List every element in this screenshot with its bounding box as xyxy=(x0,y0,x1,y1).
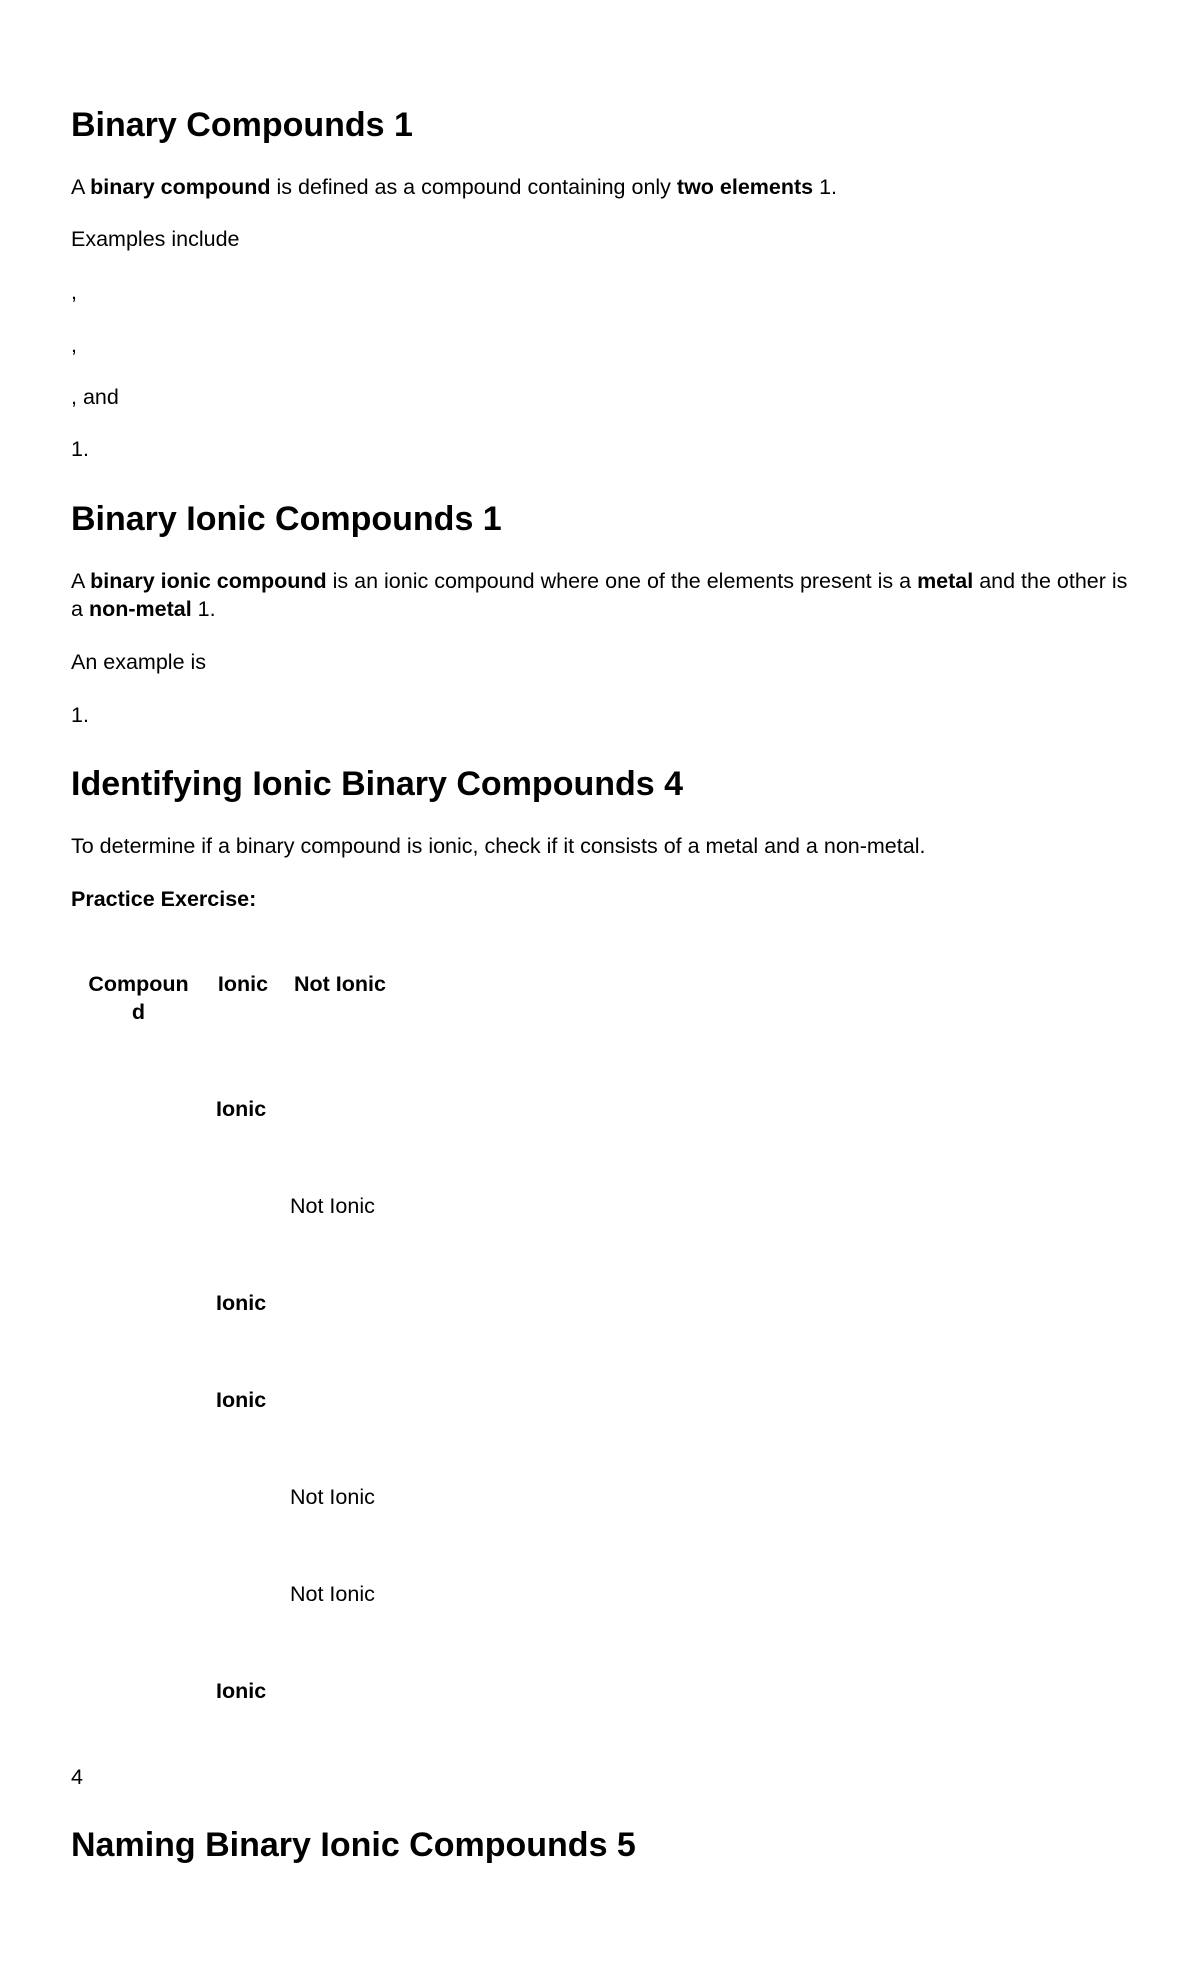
cell-ionic: Ionic xyxy=(216,1679,267,1703)
practice-exercise-label: Practice Exercise: xyxy=(71,887,257,911)
heading-identifying-ionic: Identifying Ionic Binary Compounds 4 xyxy=(71,765,684,803)
examples-intro: Examples include xyxy=(71,227,240,251)
definition-suffix: 1. xyxy=(813,175,838,199)
term-non-metal: non-metal xyxy=(88,597,192,621)
cell-ionic: Ionic xyxy=(216,1388,267,1412)
cell-ionic: Ionic xyxy=(216,1097,267,1121)
definition-middle: is an ionic compound where one of the elements present is a xyxy=(326,569,918,593)
definition-prefix: A xyxy=(71,175,91,199)
example-end: 1. xyxy=(71,703,89,727)
example-intro: An example is xyxy=(71,650,207,674)
header-compound xyxy=(80,970,197,1026)
header-not-ionic: Not Ionic xyxy=(294,972,386,996)
header-compound-line2: d xyxy=(131,1000,146,1024)
term-binary-ionic-compound: binary ionic compound xyxy=(90,569,327,593)
term-two-elements: two elements xyxy=(676,175,814,199)
cell-not-ionic: Not Ionic xyxy=(290,1582,375,1606)
citation-note: 4 xyxy=(71,1765,83,1789)
heading-binary-compounds: Binary Compounds 1 xyxy=(71,106,413,144)
cell-not-ionic: Not Ionic xyxy=(290,1485,375,1509)
example-line: 1. xyxy=(71,437,89,461)
binary-compound-definition xyxy=(71,173,837,201)
definition-suffix: 1. xyxy=(191,597,216,621)
definition-middle: is defined as a compound containing only xyxy=(270,175,677,199)
term-metal: metal xyxy=(917,569,974,593)
example-line: , and xyxy=(71,385,119,409)
example-line: , xyxy=(71,280,77,304)
definition-middle-2: and the other is a xyxy=(71,569,1128,621)
cell-not-ionic: Not Ionic xyxy=(290,1194,375,1218)
cell-ionic: Ionic xyxy=(216,1291,267,1315)
term-binary-compound: binary compound xyxy=(90,175,271,199)
heading-binary-ionic-compounds: Binary Ionic Compounds 1 xyxy=(71,500,502,538)
heading-naming-binary-ionic: Naming Binary Ionic Compounds 5 xyxy=(71,1826,636,1864)
definition-prefix: A xyxy=(71,569,91,593)
binary-ionic-definition xyxy=(71,567,1131,623)
header-compound-line1: Compoun xyxy=(88,972,189,996)
header-ionic: Ionic xyxy=(217,972,269,996)
identifying-instruction: To determine if a binary compound is ionic, check if it consists of a metal and a non-metal. xyxy=(71,834,926,858)
example-line: , xyxy=(71,333,77,357)
